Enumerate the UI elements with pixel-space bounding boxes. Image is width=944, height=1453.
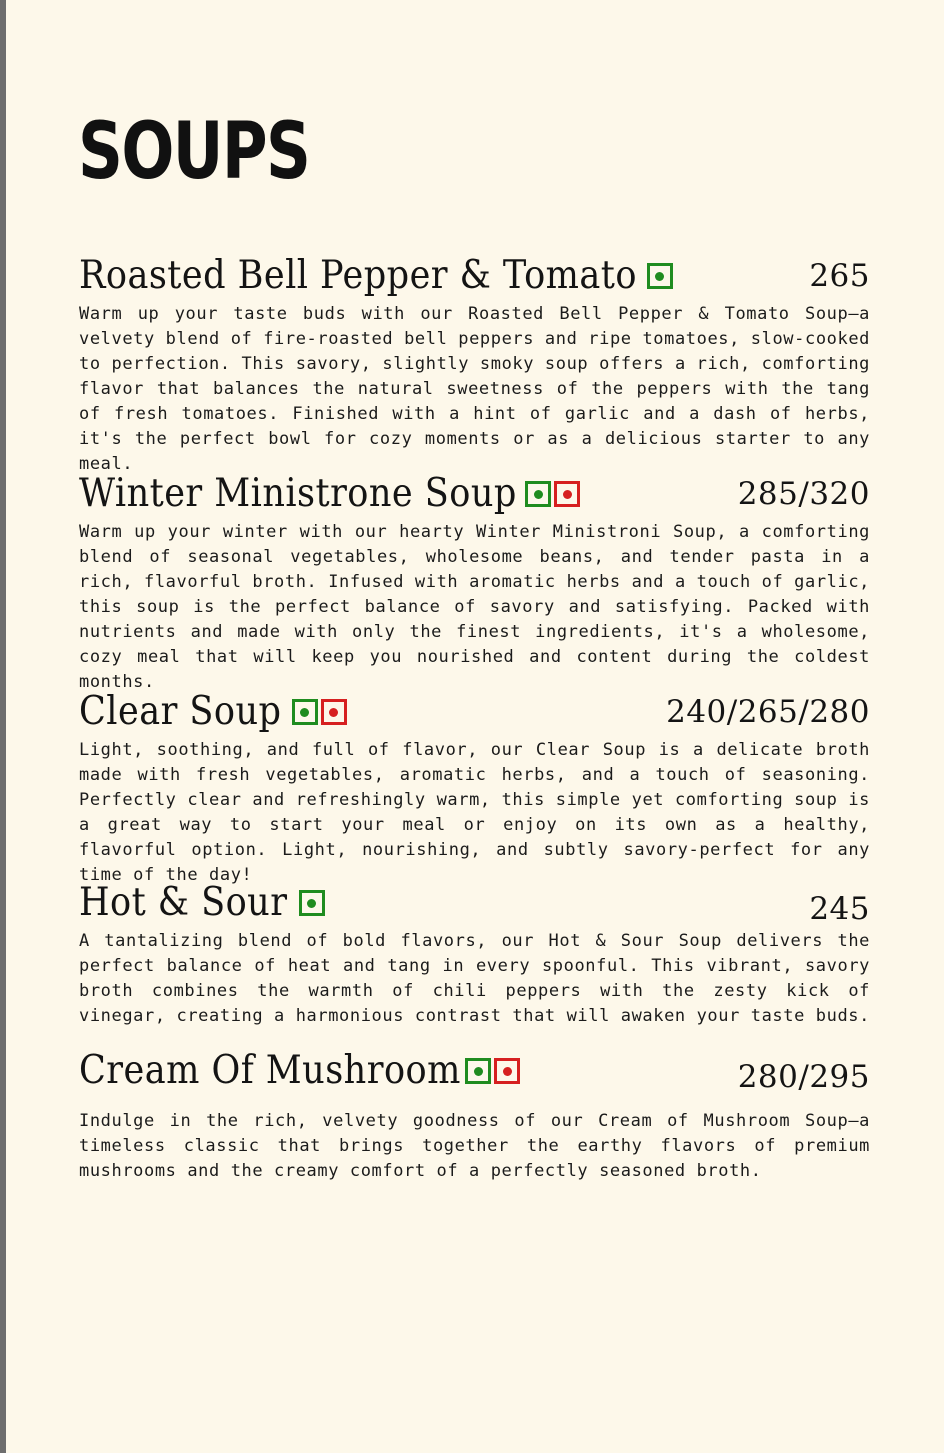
- menu-item-name-wrap: [79, 468, 580, 520]
- menu-item-price: 265: [809, 258, 870, 294]
- diet-badges: [525, 481, 580, 507]
- menu-item-name-wrap: [79, 686, 347, 738]
- nonveg-indicator-icon: [554, 481, 580, 507]
- menu-item: [79, 686, 870, 888]
- menu-item-name-wrap: [79, 250, 673, 302]
- menu-page: [6, 0, 944, 1453]
- veg-indicator-icon: [647, 263, 673, 289]
- menu-item-name-wrap: [79, 877, 325, 929]
- menu-item-description: Indulge in the rich, velvety goodness of our Cream of Mushroom Soup—a timeless classic that brings together the earthy flavors of premium mushrooms and the creamy comfort of a perfectly seasoned broth.: [79, 1111, 870, 1181]
- menu-item-name: Cream Of Mushroom: [79, 1048, 461, 1093]
- menu-item-price: 245: [809, 891, 870, 927]
- menu-item-price: 285/320: [737, 476, 870, 512]
- menu-item-name: Hot & Sour: [79, 880, 288, 925]
- diet-badges: [299, 890, 325, 916]
- veg-indicator-icon: [299, 890, 325, 916]
- veg-indicator-icon: [292, 699, 318, 725]
- menu-item: [79, 250, 870, 477]
- veg-indicator-icon: [465, 1058, 491, 1084]
- menu-item-description: Warm up your taste buds with our Roasted Bell Pepper & Tomato Soup—a velvety blend of fire-roasted bell peppers and ripe tomatoes, slow-cooked to perfection. This savory, slightly smoky soup offers a rich, comforting flavor that balances the natural sweetness of the peppers with the tang of fresh tomatoes. Finished with a hint of garlic and a dash of herbs, it's the perfect bowl for cozy moments or as a delicious starter to any meal.: [79, 304, 870, 474]
- nonveg-indicator-icon: [321, 699, 347, 725]
- menu-item: [79, 468, 870, 695]
- menu-item-price: 240/265/280: [666, 694, 870, 730]
- menu-item-description: Light, soothing, and full of flavor, our Clear Soup is a delicate broth made with fresh vegetables, aromatic herbs, and a touch of seasoning. Perfectly clear and refreshingly warm, this simple yet comforting soup is a great way to start your meal or enjoy on its own as a healthy, flavorful option. Light, nourishing, and subtly savory-perfect for any time of the day!: [79, 740, 870, 885]
- diet-badges: [647, 263, 673, 289]
- veg-indicator-icon: [525, 481, 551, 507]
- menu-item: [79, 877, 870, 1029]
- menu-item-name: Winter Ministrone Soup: [79, 471, 517, 516]
- menu-item-header: [79, 250, 870, 302]
- menu-item-description: Warm up your winter with our hearty Winter Ministroni Soup, a comforting blend of seasonal vegetables, wholesome beans, and tender pasta in a rich, flavorful broth. Infused with aromatic herbs and a touch of garlic, this soup is the perfect balance of savory and satisfying. Packed with nutrients and made with only the finest ingredients, it's a wholesome, cozy meal that will keep you nourished and content during the coldest months.: [79, 522, 870, 692]
- menu-item: [79, 1045, 870, 1184]
- menu-item-header: [79, 1045, 870, 1109]
- menu-item-description: A tantalizing blend of bold flavors, our Hot & Sour Soup delivers the perfect balance of heat and tang in every spoonful. This vibrant, savory broth combines the warmth of chili peppers with the zesty kick of vinegar, creating a harmonious contrast that will awaken your taste buds.: [79, 931, 870, 1026]
- menu-item-header: [79, 686, 870, 738]
- diet-badges: [292, 699, 347, 725]
- nonveg-indicator-icon: [494, 1058, 520, 1084]
- menu-item-name: Roasted Bell Pepper & Tomato: [79, 253, 637, 298]
- menu-item-name-wrap: [79, 1045, 520, 1097]
- menu-item-header: [79, 877, 870, 929]
- menu-item-header: [79, 468, 870, 520]
- menu-item-name: Clear Soup: [79, 689, 282, 734]
- diet-badges: [465, 1058, 520, 1084]
- menu-item-price: 280/295: [737, 1059, 870, 1095]
- page-title: SOUPS: [78, 107, 310, 197]
